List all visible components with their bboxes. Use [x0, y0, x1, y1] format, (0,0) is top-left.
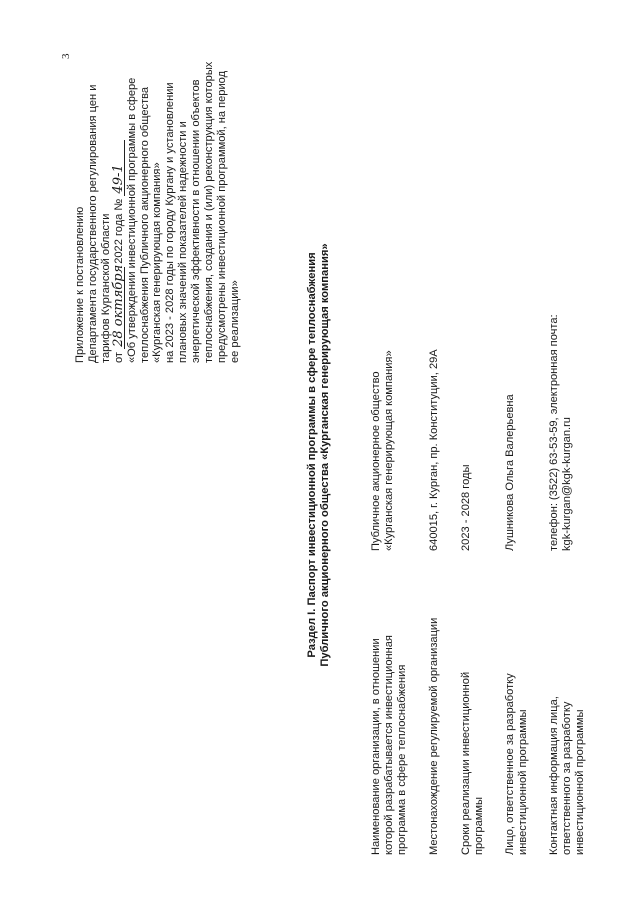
row-value-line: kgk-kurgan@kgk-kurgan.ru — [560, 417, 573, 551]
appendix-line: ее реализации» — [228, 280, 241, 363]
page-number: 3 — [60, 53, 72, 59]
row-value — [370, 71, 396, 551]
row-value — [460, 71, 473, 551]
section-title-line: Раздел I. Паспорт инвестиционной программы в сфере теплоснабжения — [306, 252, 318, 658]
row-value — [428, 71, 441, 551]
handwritten-number: 49-1 — [113, 140, 125, 196]
appendix-line: плановых значений показателей надежности и — [177, 121, 190, 363]
row-value — [548, 71, 574, 551]
row-value-line: телефон: (3522) 63-53-59, электронная почта: — [548, 314, 560, 551]
appendix-line: Департамента государственного регулирования цен и — [86, 84, 99, 363]
row-label-line: программа в сфере теплоснабжения — [395, 664, 408, 855]
appendix-line: теплоснабжения Публичного акционерного общества — [138, 86, 151, 363]
row-label-line: Сроки реализации инвестиционной — [460, 671, 472, 855]
row-label — [370, 565, 409, 855]
date-prefix: от — [112, 351, 125, 363]
row-value-line: 2023 - 2028 годы — [460, 464, 472, 551]
row-value — [504, 71, 517, 551]
row-label-line: Наименование организации, в отношении — [370, 638, 382, 855]
row-value-line: 640015, г. Курган, пр. Конституции, 29А — [428, 349, 440, 551]
appendix-date-line — [110, 3, 126, 363]
row-label — [504, 565, 530, 855]
appendix-header — [74, 3, 242, 363]
appendix-line: Приложение к постановлению — [74, 206, 86, 363]
appendix-line: тарифов Курганской области — [99, 213, 112, 363]
year-text: 2022 года № — [112, 198, 125, 264]
section-title — [306, 185, 332, 725]
row-label-line: программы — [472, 797, 485, 855]
row-label-line: ответственного за разработку — [560, 701, 573, 855]
row-label — [428, 565, 441, 855]
handwritten-date: 28 октября — [110, 264, 126, 347]
appendix-line: «Курганская генерирующая компания» — [151, 162, 164, 363]
appendix-line: предусмотрены инвестиционной программой, на период — [215, 70, 228, 363]
appendix-line: теплоснабжения, создания и (или) реконструкция которых — [203, 61, 216, 363]
row-value-line: Лушникова Ольга Валерьевна — [504, 394, 516, 551]
appendix-line: «Об утверждении инвестиционной программы в сфере — [125, 77, 138, 363]
row-label-line: которой разрабатывается инвестиционная — [382, 635, 395, 855]
row-label-line: инвестиционной программы — [573, 709, 586, 855]
row-value-line: Публичное акционерное общество — [370, 371, 382, 551]
appendix-line: энергетической эффективности в отношении объектов — [190, 79, 203, 363]
row-label — [548, 565, 587, 855]
row-label-line: Местонахождение регулируемой организации — [428, 617, 440, 855]
row-label-line: Контактная информация лица, — [548, 696, 560, 855]
appendix-line: на 2023 - 2028 годы по городу Кургану и установлении — [164, 82, 177, 363]
row-label-line: Лицо, ответственное за разработку — [504, 673, 516, 855]
row-value-line: «Курганская генерирующая компания» — [382, 350, 395, 551]
row-label-line: инвестиционной программы — [516, 709, 529, 855]
row-label — [460, 565, 486, 855]
section-title-line: Публичного акционерного общества «Курганская генерирующая компания» — [318, 243, 331, 667]
